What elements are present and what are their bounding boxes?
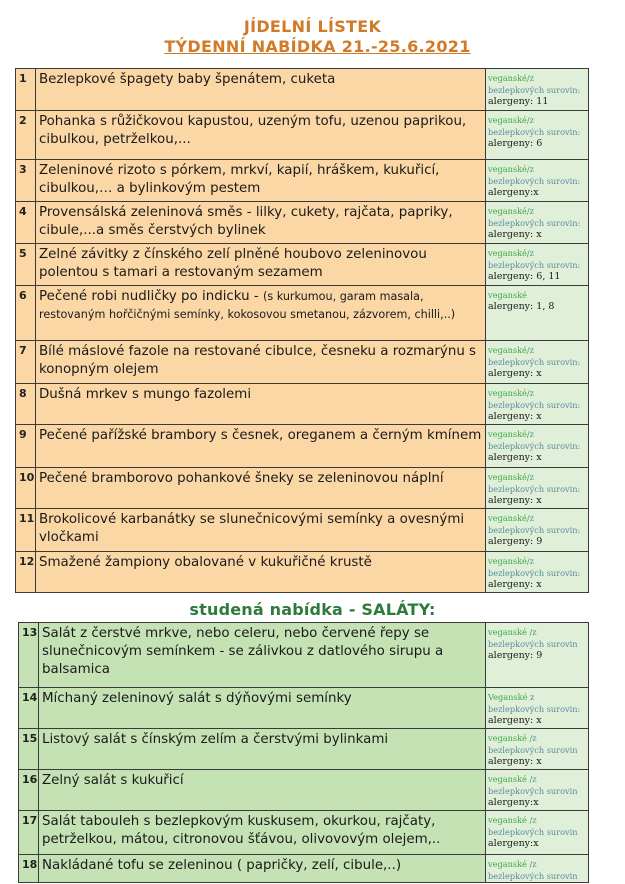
dish-number: 5 (16, 244, 36, 286)
dish-diet-info (486, 69, 589, 111)
allergens-label: alergeny: 9 (488, 536, 543, 547)
gluten-free-label: z bezlepkových surovin: (488, 556, 581, 578)
menu-row (16, 425, 589, 468)
dish-name: Dušná mrkev s mungo fazolemi (39, 387, 252, 402)
dish-description (36, 244, 486, 286)
dish-name: Pečené bramborovo pohankové šneky se zeleninovou náplní (39, 471, 444, 486)
warm-menu-table (15, 68, 589, 593)
dish-description (36, 202, 486, 244)
dish-name: Pečené robi nudličky po indicku - (39, 289, 263, 304)
allergens-label: alergeny: x (488, 411, 542, 422)
menu-row (16, 160, 589, 202)
dish-number: 9 (16, 425, 36, 468)
dish-detail: (s kurkumou, garam masala, restovaným hořčičnými semínky, kokosovou smetanou, zázvorem, chilli,..) (39, 290, 456, 321)
dish-diet-info (486, 425, 589, 468)
dish-number: 17 (19, 811, 39, 855)
dish-description (36, 69, 486, 111)
gluten-free-label: z bezlepkových surovin: (488, 248, 581, 270)
salads-heading: studená nabídka - SALÁTY: (189, 600, 436, 619)
gluten-free-label: z bezlepkových surovin: (488, 513, 581, 535)
dish-number: 8 (16, 384, 36, 425)
dish-number: 4 (16, 202, 36, 244)
vegan-label: veganské / (488, 815, 533, 825)
dish-diet-info (486, 509, 589, 552)
vegan-label: veganské/ (488, 345, 530, 355)
dish-description (36, 286, 486, 341)
vegan-label: veganské/ (488, 73, 530, 83)
gluten-free-label: z bezlepkových surovin: (488, 164, 581, 186)
vegan-label: veganské/ (488, 388, 530, 398)
dish-name: Zelný salát s kukuřicí (42, 773, 184, 788)
gluten-free-label: z bezlepkových surovin (488, 627, 578, 649)
menu-row (19, 688, 589, 729)
dish-diet-info (486, 244, 589, 286)
vegan-label: veganské/ (488, 248, 530, 258)
gluten-free-label: z bezlepkových surovin: (488, 472, 581, 494)
gluten-free-label: z bezlepkových surovin (488, 733, 578, 755)
dish-number: 13 (19, 623, 39, 688)
dish-description (36, 468, 486, 509)
gluten-free-label: z bezlepkových surovin: (488, 429, 581, 451)
menu-row (16, 552, 589, 593)
dish-diet-info (486, 202, 589, 244)
gluten-free-label: z bezlepkových surovin: (488, 73, 581, 95)
allergens-label: alergeny: 6, 11 (488, 271, 561, 282)
allergens-label: alergeny: 11 (488, 96, 549, 107)
allergens-label: alergeny: 1, 8 (488, 301, 555, 312)
dish-diet-info (486, 729, 589, 770)
dish-name: Provensálská zeleninová směs - lilky, cukety, rajčata, papriky, cibule,...a směs čerstvých bylinek (39, 205, 453, 238)
gluten-free-label: z bezlepkových surovin (488, 815, 578, 837)
dish-description (39, 811, 486, 855)
vegan-label: veganské/ (488, 556, 530, 566)
dish-name: Smažené žampiony obalované v kukuřičné krustě (39, 555, 372, 570)
allergens-label: alergeny: x (488, 229, 542, 240)
salad-menu-table (18, 622, 589, 883)
vegan-label: veganské/ (488, 472, 530, 482)
menu-title: JÍDELNÍ LÍSTEK (243, 17, 382, 36)
vegan-label: veganské/ (488, 513, 530, 523)
dish-name: Bílé máslové fazole na restované cibulce, česneku a rozmarýnu s konopným olejem (39, 344, 477, 377)
dish-description (39, 623, 486, 688)
dish-description (36, 111, 486, 160)
vegan-label: veganské / (488, 627, 533, 637)
allergens-label: alergeny: 9 (488, 650, 543, 661)
menu-row (16, 341, 589, 384)
menu-row (19, 811, 589, 855)
menu-row (19, 729, 589, 770)
vegan-label: veganské / (488, 733, 533, 743)
dish-name: Míchaný zeleninový salát s dýňovými semínky (42, 691, 352, 706)
menu-row (16, 509, 589, 552)
vegan-label: Veganské (488, 692, 531, 702)
dish-diet-info (486, 286, 589, 341)
allergens-label: alergeny: 6 (488, 138, 543, 149)
menu-row (19, 770, 589, 811)
dish-description (39, 855, 486, 883)
dish-number: 12 (16, 552, 36, 593)
dish-number: 1 (16, 69, 36, 111)
dish-diet-info (486, 855, 589, 883)
dish-number: 10 (16, 468, 36, 509)
dish-name: Pečené pařížské brambory s česnek, oreganem a černým kmínem (39, 428, 482, 443)
dish-name: Bezlepkové špagety baby špenátem, cuketa (39, 72, 336, 87)
gluten-free-label: z bezlepkových surovin: (488, 692, 581, 714)
dish-number: 2 (16, 111, 36, 160)
gluten-free-label: z bezlepkových surovin: (488, 206, 581, 228)
gluten-free-label: z bezlepkových surovin: (488, 388, 581, 410)
menu-row (16, 111, 589, 160)
allergens-label: alergeny:x (488, 838, 539, 849)
allergens-label: alergeny: x (488, 579, 542, 590)
gluten-free-label: z bezlepkových surovin (488, 774, 578, 796)
vegan-label: veganské / (488, 774, 533, 784)
allergens-label: alergeny: x (488, 452, 542, 463)
dish-number: 7 (16, 341, 36, 384)
dish-diet-info (486, 688, 589, 729)
dish-number: 18 (19, 855, 39, 883)
allergens-label: alergeny: x (488, 495, 542, 506)
dish-diet-info (486, 111, 589, 160)
dish-description (36, 425, 486, 468)
dish-description (36, 509, 486, 552)
allergens-label: alergeny: x (488, 715, 542, 726)
gluten-free-label: z bezlepkových surovin: (488, 115, 581, 137)
menu-row (16, 286, 589, 341)
dish-diet-info (486, 160, 589, 202)
dish-description (39, 688, 486, 729)
dish-number: 16 (19, 770, 39, 811)
dish-description (36, 160, 486, 202)
dish-diet-info (486, 770, 589, 811)
dish-number: 15 (19, 729, 39, 770)
menu-week-subtitle: TÝDENNÍ NABÍDKA 21.-25.6.2021 (164, 37, 471, 56)
allergens-label: alergeny: x (488, 368, 542, 379)
menu-row (16, 202, 589, 244)
dish-diet-info (486, 623, 589, 688)
dish-number: 3 (16, 160, 36, 202)
dish-number: 6 (16, 286, 36, 341)
dish-description (36, 341, 486, 384)
menu-row (19, 855, 589, 883)
dish-name: Zelné závitky z čínského zelí plněné houbovo zeleninovou polentou s tamari a restovaným sezamem (39, 247, 427, 280)
vegan-label: veganské/ (488, 206, 530, 216)
menu-row (19, 623, 589, 688)
dish-description (36, 384, 486, 425)
dish-name: Salát tabouleh s bezlepkovým kuskusem, okurkou, rajčaty, petrželkou, mátou, citronovou šťávou, olivovovým olejem,.. (42, 814, 441, 847)
dish-name: Brokolicové karbanátky se slunečnicovými semínky a ovesnými vločkami (39, 512, 465, 545)
dish-diet-info (486, 341, 589, 384)
menu-row (16, 69, 589, 111)
dish-diet-info (486, 468, 589, 509)
dish-name: Zeleninové rizoto s pórkem, mrkví, kapií, hráškem, kukuřicí, cibulkou,… a bylinkovým pestem (39, 163, 440, 196)
dish-description (36, 552, 486, 593)
dish-name: Listový salát s čínským zelím a čerstvými bylinkami (42, 732, 389, 747)
menu-row (16, 384, 589, 425)
menu-row (16, 244, 589, 286)
dish-number: 14 (19, 688, 39, 729)
dish-name: Salát z čerstvé mrkve, nebo celeru, nebo červené řepy se slunečnicovým semínkem - se zálivkou z datlového sirupu a balsamica (42, 626, 444, 677)
dish-name: Pohanka s růžičkovou kapustou, uzeným tofu, uzenou paprikou, cibulkou, petrželkou,... (39, 114, 467, 147)
vegan-label: veganské (488, 290, 527, 300)
dish-diet-info (486, 552, 589, 593)
vegan-label: veganské / (488, 859, 533, 869)
gluten-free-label: z bezlepkových surovin: (488, 345, 581, 367)
vegan-label: veganské/ (488, 429, 530, 439)
vegan-label: veganské/ (488, 164, 530, 174)
menu-row (16, 468, 589, 509)
gluten-free-label: z bezlepkových surovin (488, 859, 578, 881)
dish-description (39, 729, 486, 770)
dish-name: Nakládané tofu se zeleninou ( papričky, zelí, cibule,..) (42, 858, 402, 873)
dish-description (39, 770, 486, 811)
allergens-label: alergeny: x (488, 756, 542, 767)
dish-number: 11 (16, 509, 36, 552)
allergens-label: alergeny:x (488, 797, 539, 808)
dish-diet-info (486, 811, 589, 855)
dish-diet-info (486, 384, 589, 425)
vegan-label: veganské/ (488, 115, 530, 125)
allergens-label: alergeny:x (488, 187, 539, 198)
menu-header (0, 17, 625, 57)
